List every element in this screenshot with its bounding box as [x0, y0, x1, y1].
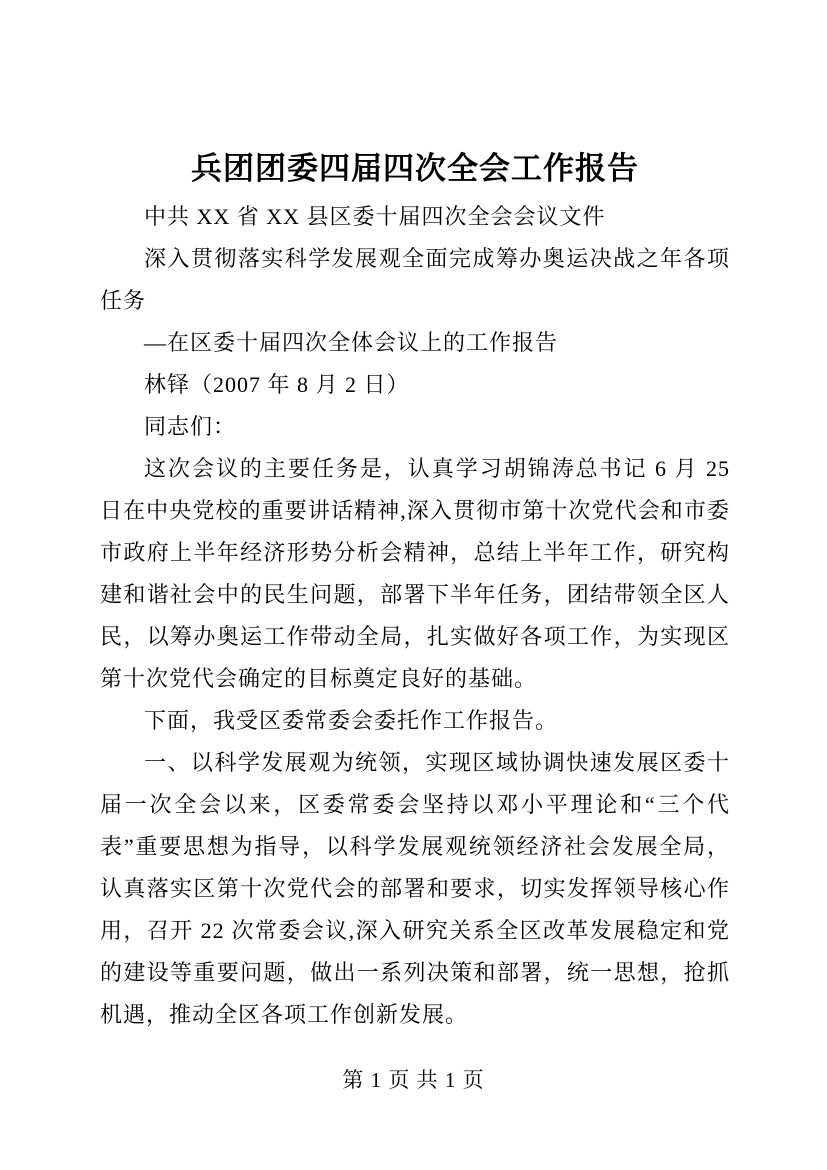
document-title: 兵团团委四届四次全会工作报告	[191, 151, 639, 186]
paragraph-meeting-file: 中共 XX 省 XX 县区委十届四次全会会议文件	[144, 204, 606, 229]
paragraph-report-subtitle: —在区委十届四次全体会议上的工作报告	[144, 330, 559, 355]
paragraph-body-3: 一、以科学发展观为统领，实现区域协调快速发展区委十届一次全会以来，区委常委会坚持以邓小平理论和“三个代表”重要思想为指导，以科学发展观统领经济社会发展全局，认真落实区第十次党代会的部署和要求，切实发挥领导核心作用，召开 22 次常委会议,深入研究关系全区改革发展稳定和党的建设等重要问题，做出一系列决策和部署，统一思想，抢抓机遇，推动全区各项工作创新发展。	[100, 750, 730, 1027]
page-footer: 第 1 页 共 1 页	[342, 1068, 485, 1092]
paragraph-body-1: 这次会议的主要任务是，认真学习胡锦涛总书记 6 月 25 日在中央党校的重要讲话精神,深入贯彻市第十次党代会和市委市政府上半年经济形势分析会精神，总结上半年工作，研究构建和谐社会中的民生问题，部署下半年任务，团结带领全区人民，以筹办奥运工作带动全局，扎实做好各项工作，为实现区第十次党代会确定的目标奠定良好的基础。	[100, 456, 730, 691]
paragraph-body-2: 下面，我受区委常委会委托作工作报告。	[144, 708, 559, 733]
paragraph-byline: 林铎（2007 年 8 月 2 日）	[144, 372, 410, 397]
document-content	[100, 146, 730, 1036]
paragraph-salutation: 同志们：	[144, 414, 237, 439]
paragraph-subtitle: 深入贯彻落实科学发展观全面完成筹办奥运决战之年各项任务	[100, 246, 730, 313]
